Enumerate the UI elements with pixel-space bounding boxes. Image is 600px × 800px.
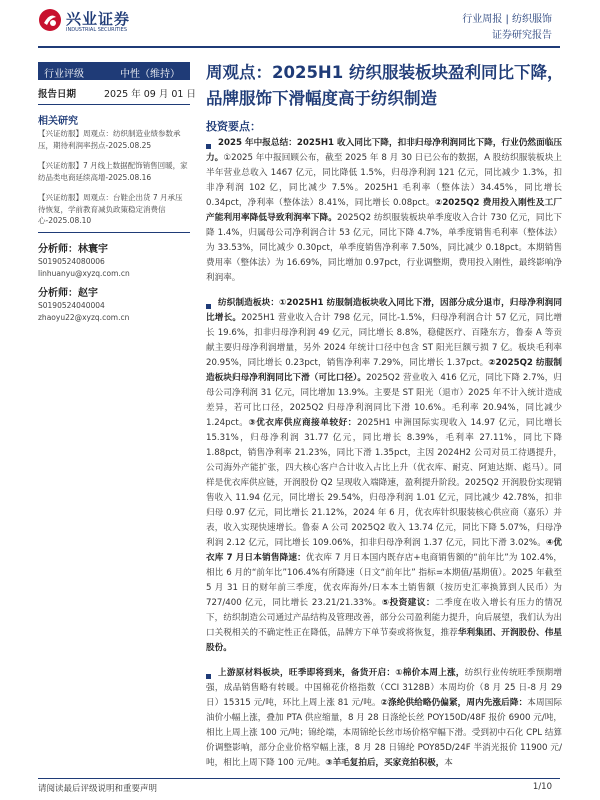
section-body: 纺织行业传统旺季预期增强，成品销售略有转暖。中国棉花价格指数（CCI 3128B）本周均价（8 月 25 日-8 月 29 日）15315 元/吨，环比上周上涨 81 元/吨。 (206, 668, 562, 708)
industry-rating-bar (38, 62, 190, 80)
section-lead: 纺织制造板块：①2025H1 纺服制造板块收入同比下滑，因部分成分退市，归母净利润同比增长。 (206, 298, 562, 323)
report-date-row (38, 86, 196, 100)
analyst-cert: S0190524080006 (38, 257, 105, 266)
brand-name: 兴业证券 (66, 10, 131, 28)
analyst-name: 分析师：林寰宇 (38, 244, 108, 255)
section-body: 本周国际油价小幅上涨，叠加 PTA 供应缩量，8 月 28 日涤纶长丝 POY150D/48F 报价 6900 元/吨，相比上周上涨 100 元/吨；锦纶端，本周锦纶长丝市场价格窄幅下滑。受到初中石化 CPL 结算价调整影响，部分企业价格窄幅上涨，8 月 28 日锦纶 POY85D/24F 半消光报价 11900 元/吨，相比上周下降 100 元/吨。 (206, 698, 562, 768)
section-lead: ②涤纶供给略仍偏紧，周内先涨后降： (380, 698, 528, 708)
section-lead: ③羊毛复拍后，买家竞拍积极， (325, 758, 445, 768)
page-number: 1/10 (532, 782, 552, 792)
related-item[interactable]: 【兴证纺服】周观点：纺织制造业绩参数承压，期待利润率拐点-2025.08.25 (38, 129, 181, 150)
section-lead: ②2025Q2 费用投入刚性及工厂产能利用率降低导致利润率下降。 (206, 198, 562, 223)
header-divider (38, 46, 560, 48)
section-body: 2025H1 营业收入合计 798 亿元，同比-1.5%，归母净利润合计 57 亿元，同比增长 19.6%，扣非归母净利润 49 亿元，同比增长 8.8%，稳健医疗、百隆东方，鲁泰 A 等贡献主要归母净利润增量，另外 2024 年统计口径中包含 ST 阳光巨额亏损 7 亿。板块毛利率 20.95%，同比增长 0.23pct，销售净利率 7.29%，同比增长 1.37pct。 (206, 313, 562, 368)
stock-picks: 华利集团、开润股份、伟星股份。 (206, 628, 562, 653)
rating-value: 中性（维持） (120, 69, 180, 80)
section-body: 2025Q2 营业收入 416 亿元，同比下降 2.7%，归母公司净利润 31 亿元，同比增加 13.9%。主要是 ST 阳光（退市）2025 年不计入统计造成差异，若可比口径，2025Q2 归母净利润同比下滑 10.6%。毛利率 20.94%，同比减少 1.24pct。 (206, 373, 563, 428)
section-lead: 2025 年中报总结：2025H1 收入同比下降，扣非归母净利润同比下降，行业仍然面临压力。 (206, 138, 562, 163)
section-lead: ④优衣库 7 月日本销售降速： (206, 538, 562, 563)
report-date-label: 报告日期 (38, 89, 77, 100)
analyst-email[interactable]: zhaoyu22@xyzq.com.cn (38, 313, 130, 322)
brand-logo-icon (38, 8, 62, 32)
section-lead: ⑤投资建议： (381, 598, 436, 608)
analyst-cert: S0190524040004 (38, 301, 105, 310)
section-body: 2025H1 申洲国际实现收入 14.97 亿元，同比增长 15.31%，归母净利润 31.77 亿元，同比增长 8.39%，毛利率 27.11%，同比下降 1.88pct，销售净利率 21.23%，同比下滑 1.35pct，主因 2024H2 公司对员工待遇提升，公司海外产能扩张，四大核心客户合计收入占比上升（优衣库、耐克、阿迪达斯、彪马）。同样是优衣库供应链，开润股份 Q2 呈现收入端降速，盈利提升阶段。2025Q2 开润股份实现销售收入 11.94 亿元，同比增长 29.54%，归母净利润 1.01 亿元，同比减少 42.78%，扣非归母 0.97 亿元，同比增长 21.12%，2024 年 6 月，优衣库针织服装核心供应商（嘉乐）并表，收入实现快速增长。鲁泰 A 公司 2025Q2 收入 13.74 亿元，同比下降 5.07%，归母净利润 2.12 亿元，同比增长 109.06%，扣非归母净利润 1.37 亿元，同比下滑 3.02%。 (206, 418, 562, 548)
section-lead: ②2025Q2 纺服制造板块归母净利润同比下滑（可比口径）。 (206, 358, 562, 383)
section-body: 2025Q2 纺织服装板块单季度收入合计 730 亿元，同比下降 1.4%，归属母公司净利润合计 53 亿元，同比下降 4.7%，单季度销售毛利率（整体法）为 33.53%，同比减少 0.30pct，单季度销售净利率 7.50%，同比减少 0.18pct。本期销售费用率（整体法）为 16.69%，同比增加 0.97pct，行业调整期，费用投入刚性，最终影响净利润率。 (206, 213, 562, 283)
report-type: 证券研究报告 (492, 30, 552, 41)
related-research-title: 相关研究 (38, 116, 78, 127)
section-interim-summary (206, 136, 562, 286)
analyst-email[interactable]: linhuanyu@xyzq.com.cn (38, 269, 130, 278)
report-category: 行业周报 | 纺织服饰 (462, 14, 552, 25)
investment-highlights-title: 投资要点： (206, 120, 261, 133)
section-upstream-materials (206, 666, 562, 771)
footer-divider (38, 778, 560, 779)
left-divider (38, 104, 190, 105)
section-body: 优衣库 7 月日本国内既存店+电商销售额的“前年比”为 102.4%，相比 6 月的“前年比”106.4%有所降速（日文“前年比” 指标=本期值/基期值）。2025 年截至 5 月 31 日的财年前三季度，优衣库海外/日本本土销售额（按历史汇率换算到人民币）为 727/400 亿元，同比增长 23.21/21.33%。 (206, 553, 562, 608)
section-lead: 上游原材料板块，旺季即将到来，备货开启：①棉价本周上涨， (218, 668, 465, 678)
section-textile-manufacturing (206, 296, 562, 656)
section-body: 本 (444, 758, 453, 768)
section-lead: ③优衣库供应商接单较好： (248, 418, 357, 428)
report-date-value: 2025 年 09 月 01 日 (104, 89, 196, 100)
report-title: 周观点：2025H1 纺织服装板块盈利同比下降，品牌服饰下滑幅度高于纺织制造 (206, 63, 564, 108)
analyst-name: 分析师：赵宇 (38, 288, 98, 299)
related-item[interactable]: 【兴证纺服】周观点：台鞋企出货 7 月承压待恢复，学前教育减负政策稳定消费信心-2025.08.10 (38, 193, 183, 225)
rating-label: 行业评级 (44, 69, 84, 80)
section-body: 二季度在收入增长有压力的情况下，纺织制造公司通过产品结构及管理改善，部分公司盈利能力提升，向后展望，我们认为出口关税相关的不确定性正在降低，品牌方下单节奏或将恢复，推荐 (206, 598, 562, 638)
section-body: ①2025 年中报回顾公布，截至 2025 年 8 月 30 日已公布的数据，A 股纺织服装板块上半年营业总收入 1467 亿元，同比降低 1.5%，归母净利润 121 亿元，同比减少 1.3%，扣非净利润 102 亿，同比减少 7.5%。2025H1 毛利率（整体法）34.45%，同比增长 0.34pct，净利率（整体法）8.41%，同比增长 0.08pct。 (206, 153, 562, 208)
left-divider (38, 232, 190, 233)
footer-disclaimer: 请阅读最后评级说明和重要声明 (38, 784, 158, 794)
related-item[interactable]: 【兴证纺服】7 月线上数据配饰销售回暖，家纺品类电商延续高增-2025.08.16 (38, 161, 188, 182)
brand-name-en: INDUSTRIAL SECURITIES (66, 27, 127, 33)
brand-logo (38, 8, 148, 38)
